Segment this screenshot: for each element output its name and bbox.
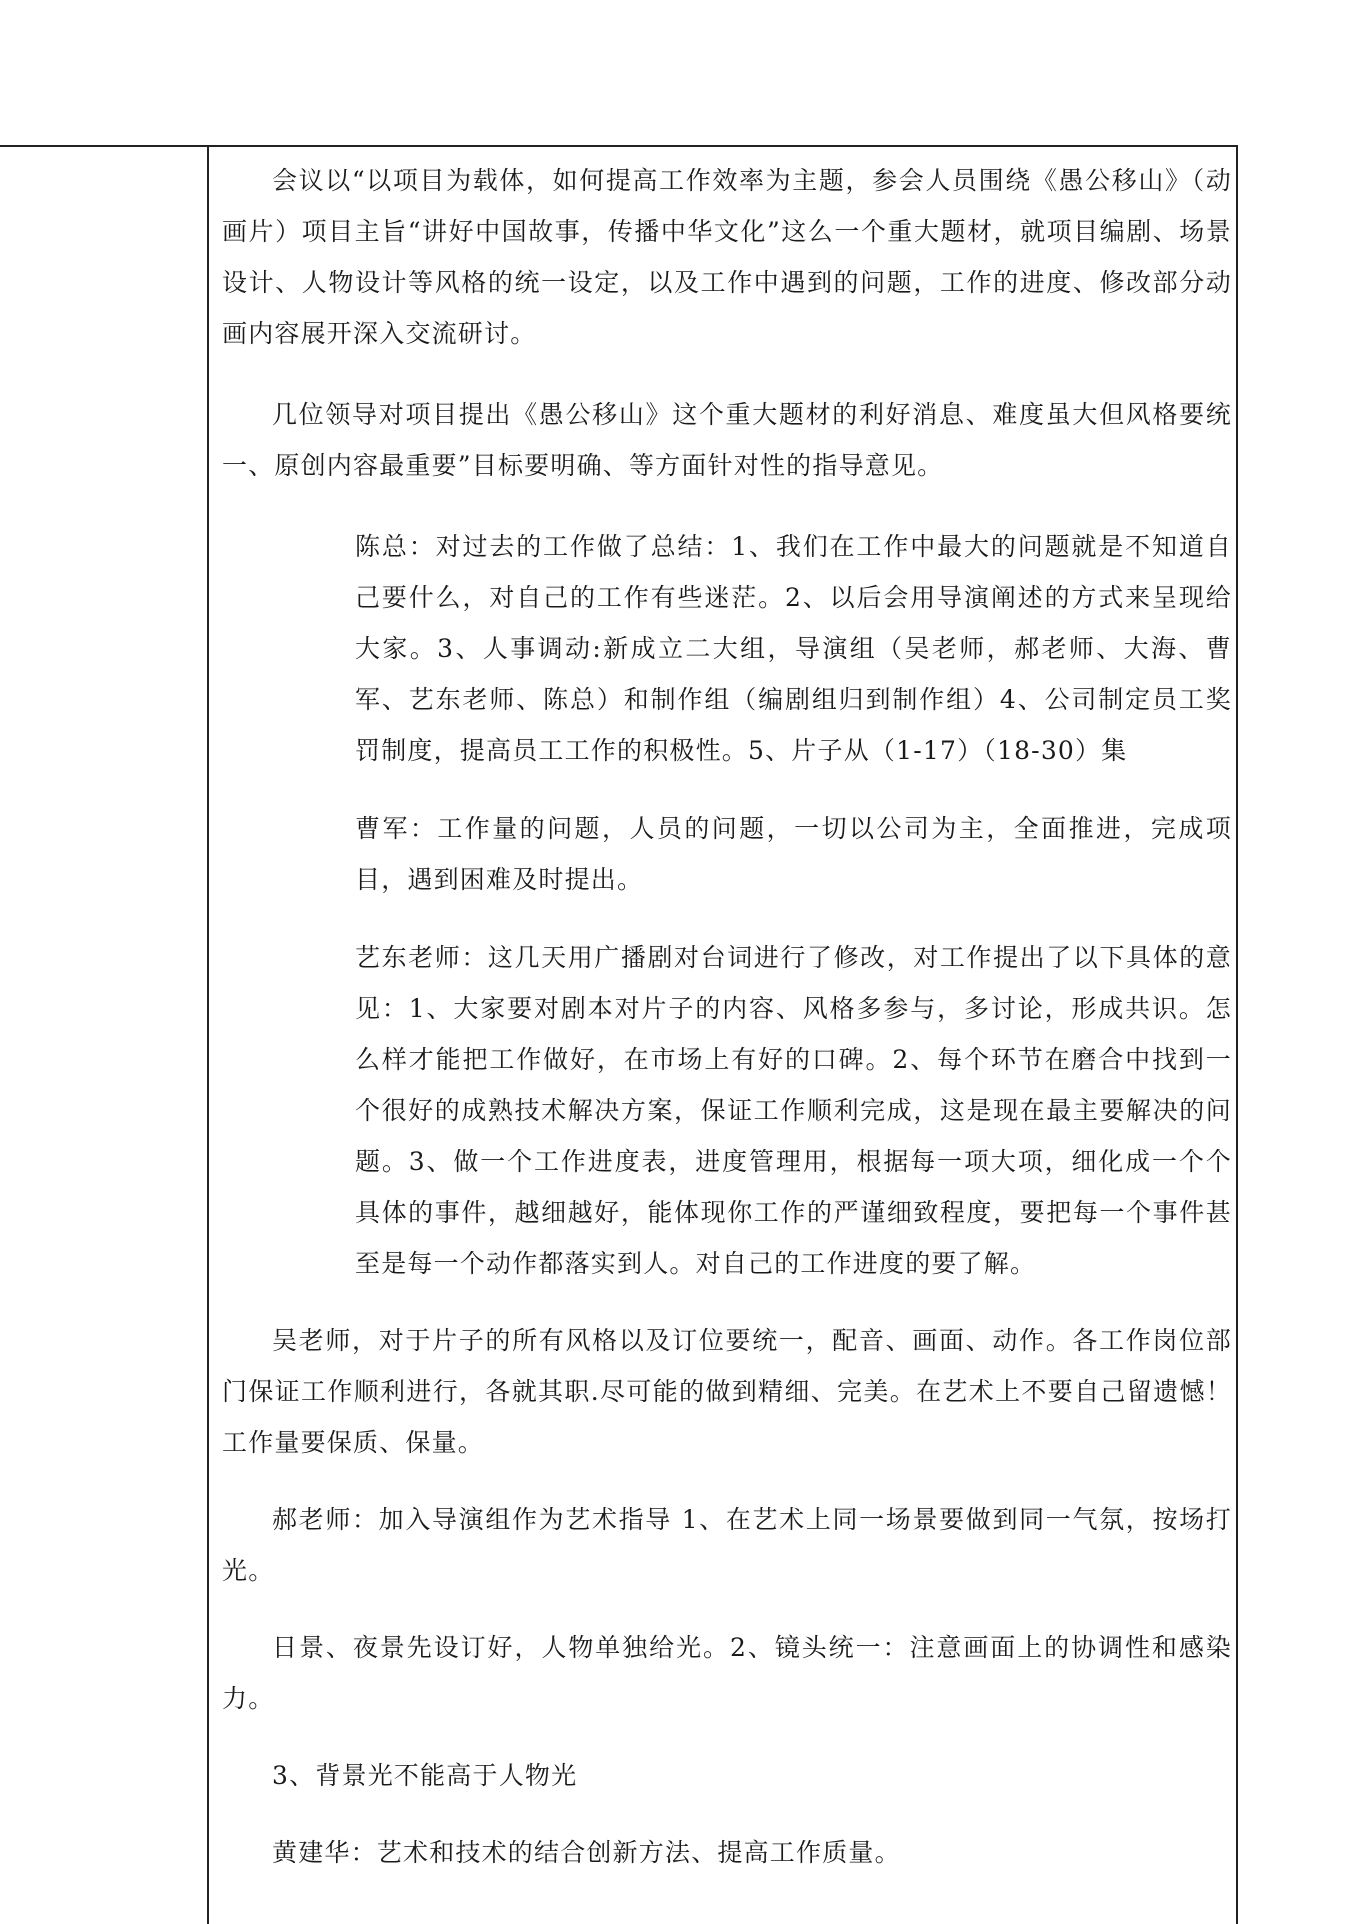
table-label-cell [0, 147, 206, 1924]
table-right-border [1236, 145, 1238, 1924]
paragraph-wu-remarks: 吴老师，对于片子的所有风格以及订位要统一，配音、画面、动作。各工作岗位部门保证工作顺利进行，各就其职.尽可能的做到精细、完美。在艺术上不要自己留遗憾！工作量要保质、保量。 [222, 1326, 1232, 1457]
meeting-minutes-content [222, 155, 1232, 1878]
paragraph-yidong-remarks: 艺东老师：这几天用广播剧对台词进行了修改，对工作提出了以下具体的意见：1、大家要对剧本对片子的内容、风格多参与，多讨论，形成共识。怎么样才能把工作做好，在市场上有好的口碑。2、每个环节在磨合中找到一个很好的成熟技术解决方案，保证工作顺利完成，这是现在最主要解决的问题。3、做一个工作进度表，进度管理用，根据每一项大项，细化成一个个具体的事件，越细越好，能体现你工作的严谨细致程度，要把每一个事件甚至是每一个动作都落实到人。对自己的工作进度的要了解。 [355, 943, 1232, 1278]
paragraph-huang-remarks: 黄建华：艺术和技术的结合创新方法、提高工作质量。 [272, 1838, 901, 1867]
paragraph-lighting-notes: 日景、夜景先设订好，人物单独给光。2、镜头统一：注意画面上的协调性和感染力。 [222, 1633, 1232, 1713]
paragraph-cao-remarks: 曹军：工作量的问题，人员的问题，一切以公司为主，全面推进，完成项目，遇到困难及时提出。 [355, 814, 1232, 894]
paragraph-leaders-guidance: 几位领导对项目提出《愚公移山》这个重大题材的利好消息、难度虽大但风格要统一、原创内容最重要”目标要明确、等方面针对性的指导意见。 [222, 400, 1232, 480]
paragraph-meeting-summary: 会议以“以项目为载体，如何提高工作效率为主题，参会人员围绕《愚公移山》（动画片）项目主旨“讲好中国故事，传播中华文化”这么一个重大题材，就项目编剧、场景设计、人物设计等风格的统一设定，以及工作中遇到的问题，工作的进度、修改部分动画内容展开深入交流研讨。 [222, 166, 1232, 348]
table-column-divider [207, 145, 209, 1924]
paragraph-chen-remarks: 陈总：对过去的工作做了总结：1、我们在工作中最大的问题就是不知道自己要什么，对自己的工作有些迷茫。2、以后会用导演阐述的方式来呈现给大家。3、人事调动:新成立二大组，导演组（吴老师，郝老师、大海、曹军、艺东老师、陈总）和制作组（编剧组归到制作组）4、公司制定员工奖罚制度，提高员工工作的积极性。5、片子从（1-17）（18-30）集 [355, 532, 1232, 765]
paragraph-background-light: 3、背景光不能高于人物光 [272, 1761, 578, 1790]
paragraph-hao-remarks: 郝老师：加入导演组作为艺术指导 1、在艺术上同一场景要做到同一气氛，按场打光。 [222, 1505, 1232, 1585]
